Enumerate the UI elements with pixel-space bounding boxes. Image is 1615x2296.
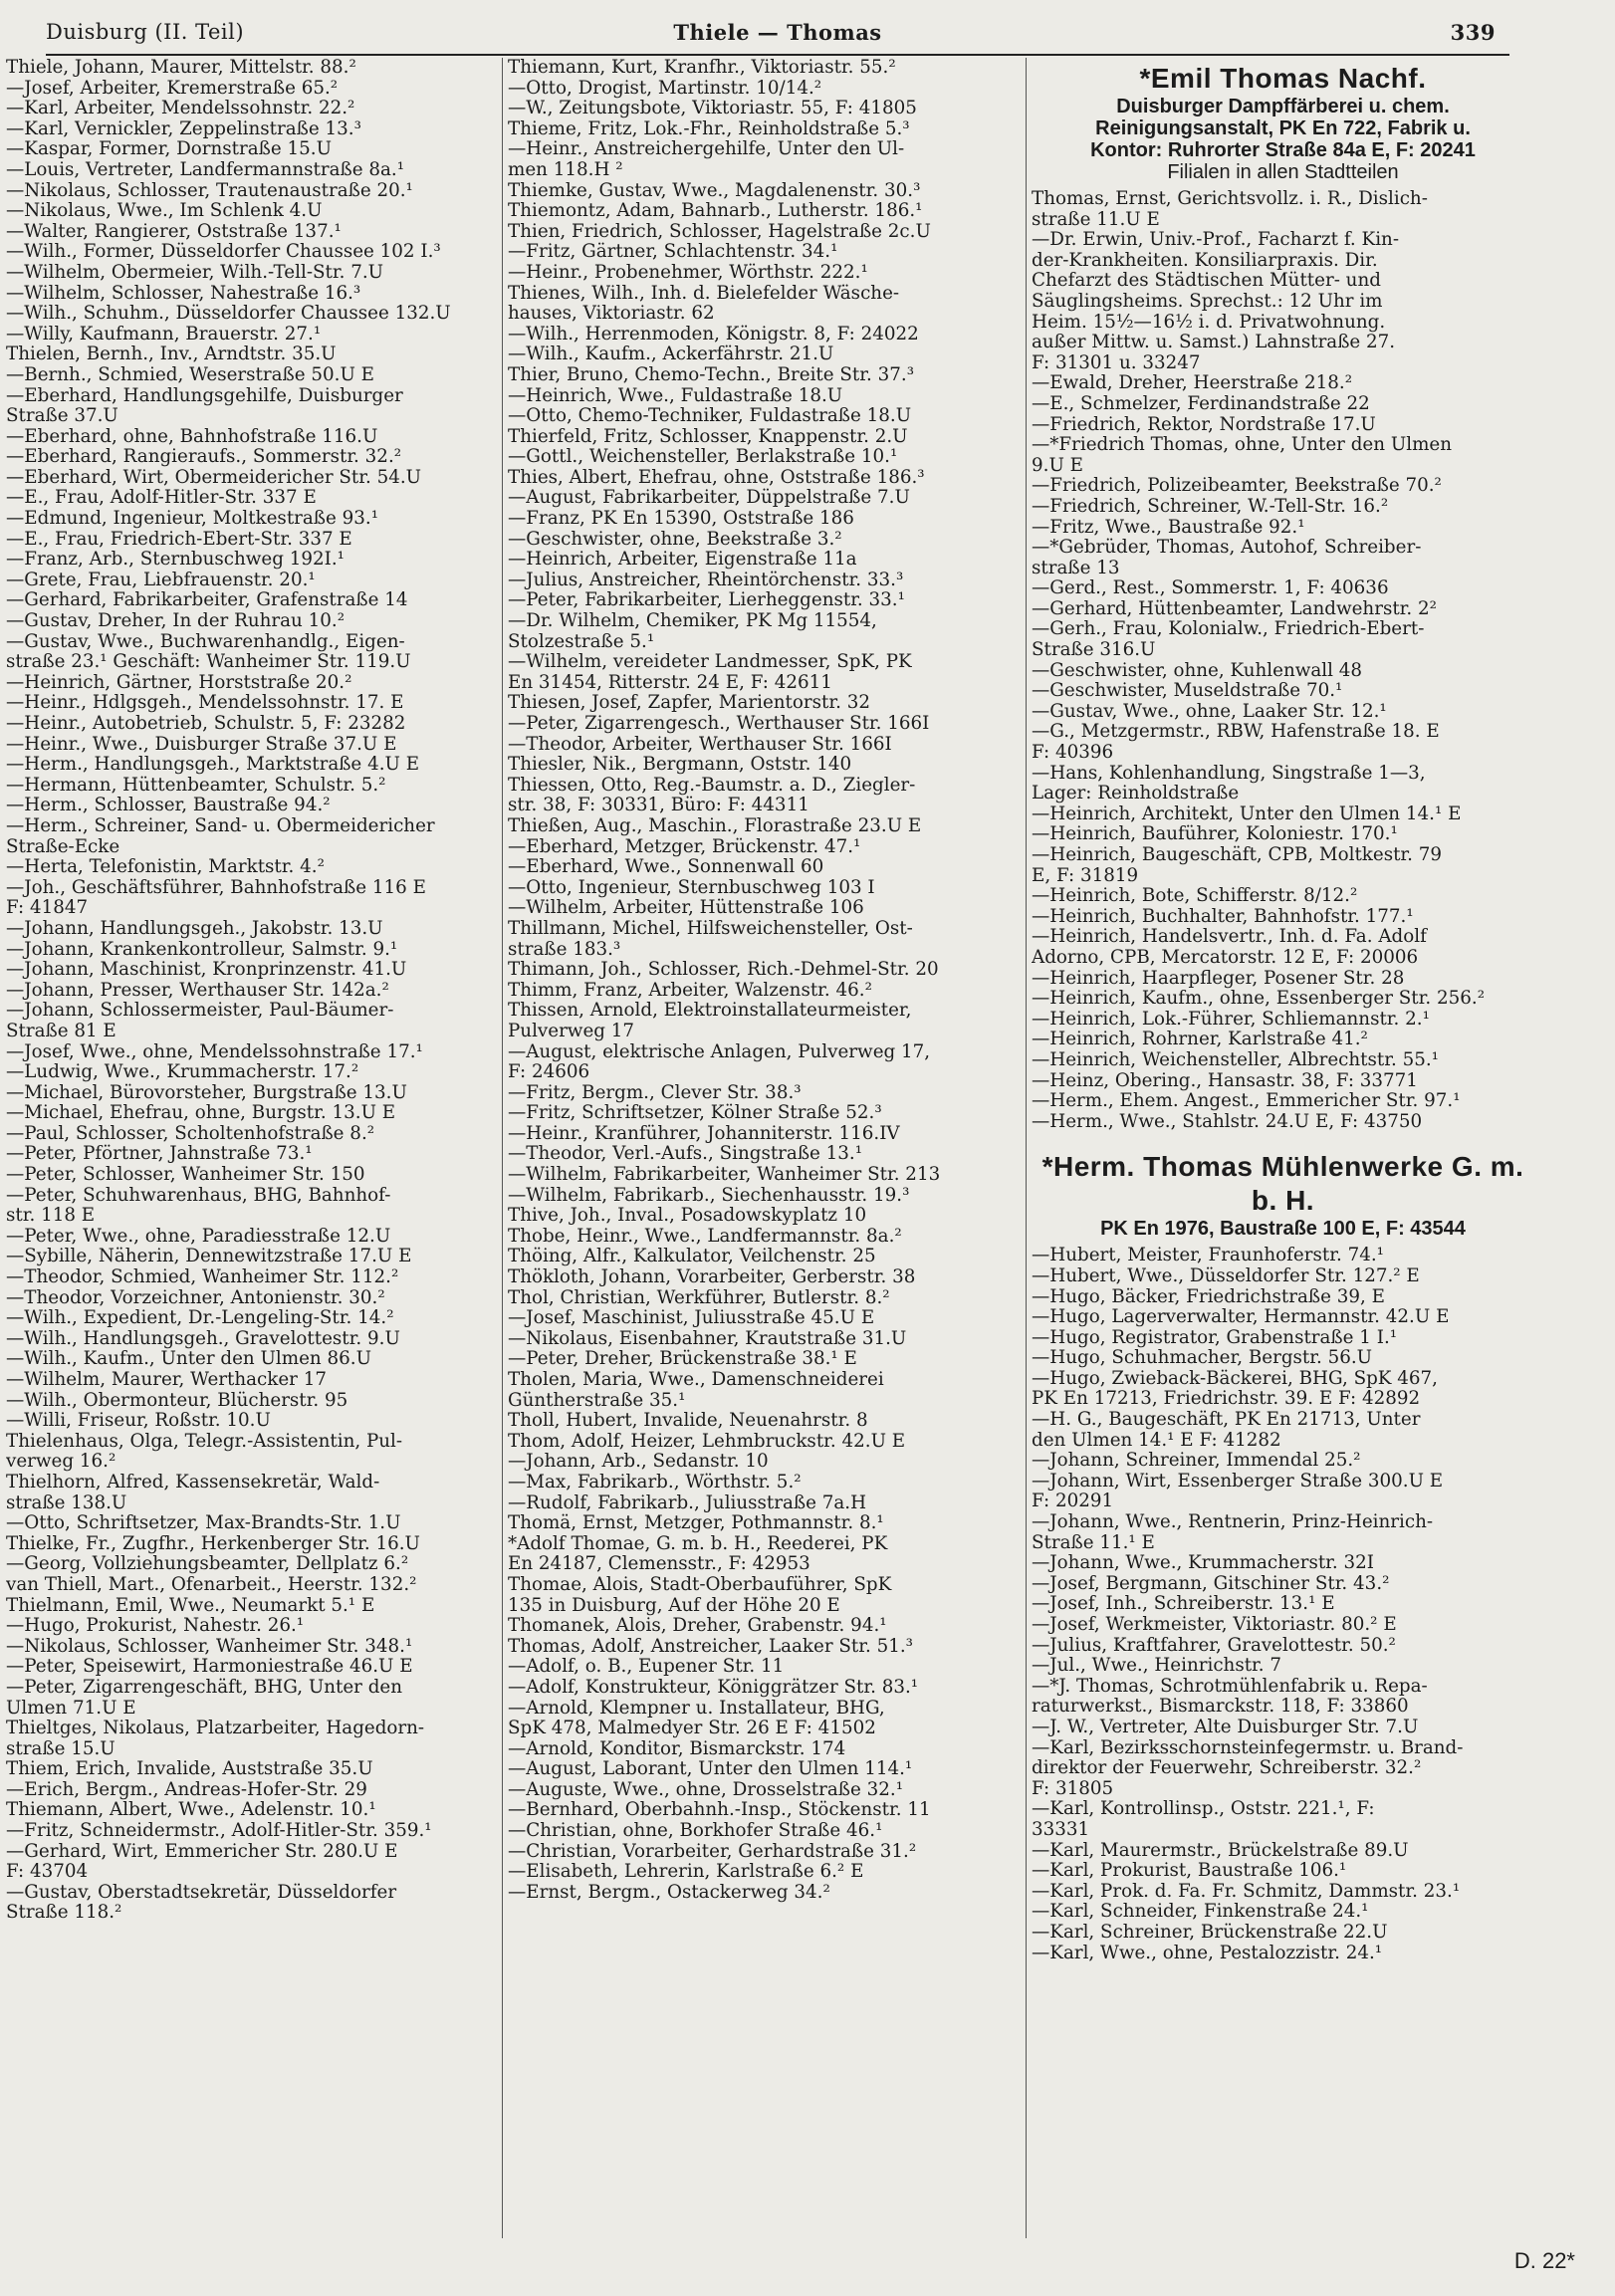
directory-entry: Thiemke, Gustav, Wwe., Magdalenenstr. 30.³ [508,180,921,201]
directory-entry: —Willy, Kaufmann, Brauerstr. 27.¹ [6,324,322,344]
directory-entry: —Gustav, Wwe., Buchwarenhandlg., Eigen- [6,631,405,652]
ad-title: *Herm. Thomas Mühlenwerke G. m. b. H. [1041,1151,1524,1217]
directory-entry: —Jul., Wwe., Heinrichstr. 7 [1032,1656,1282,1677]
directory-entry: Stolzestraße 5.¹ [508,631,655,652]
directory-entry: —Gerhard, Wirt, Emmericher Str. 280.U E [6,1841,398,1862]
directory-entry: —Michael, Bürovorsteher, Burgstraße 13.U [6,1082,407,1103]
directory-entry: —Wilh., Expedient, Dr.-Lengeling-Str. 14.² [6,1308,394,1329]
directory-entry: —Louis, Vertreter, Landfermannstraße 8a.¹ [6,159,405,180]
directory-entry: —Heinrich, Arbeiter, Eigenstraße 11a [508,550,857,571]
directory-entry: —Eberhard, Wwe., Sonnenwall 60 [508,857,824,878]
directory-entry: van Thiell, Mart., Ofenarbeit., Heerstr. 132.² [6,1574,417,1595]
directory-entry: Straße 316.U [1032,640,1156,661]
directory-entry: —Friedrich, Rektor, Nordstraße 17.U [1032,414,1376,435]
directory-entry: Thienes, Wilh., Inh. d. Bielefelder Wäsche- [508,283,900,304]
directory-entry: F: 20291 [1032,1492,1114,1512]
ad-line: Duisburger Dampffärberei u. chem. [1116,96,1450,117]
directory-entry: —Wilhelm, Schlosser, Nahestraße 16.³ [6,283,361,304]
directory-entry: —Franz, PK En 15390, Oststraße 186 [508,509,854,530]
directory-entry: straße 15.U [6,1738,115,1759]
directory-entry: —Wilh., Obermonteur, Blücherstr. 95 [6,1390,348,1411]
directory-entry: —Johann, Wwe., Krummacherstr. 32I [1032,1553,1375,1574]
directory-entry: Thimann, Joh., Schlosser, Rich.-Dehmel-Str. 20 [508,960,939,981]
directory-entry: —Erich, Bergm., Andreas-Hofer-Str. 29 [6,1779,367,1800]
advertisement-herm-thomas [1032,1150,1534,1240]
directory-entry: —Fritz, Wwe., Baustraße 92.¹ [1032,517,1305,538]
directory-entry: —Heinrich, Weichensteller, Albrechtstr. 55.¹ [1032,1049,1440,1070]
directory-entry: —Karl, Vernickler, Zeppelinstraße 13.³ [6,118,361,139]
directory-entry: —Gerh., Frau, Kolonialw., Friedrich-Ebert- [1032,619,1425,640]
column-3-entries-a [1032,189,1534,1132]
directory-entry: Thol, Christian, Werkführer, Butlerstr. 8.² [508,1287,890,1308]
directory-entry: —Paul, Schlosser, Scholtenhofstraße 8.² [6,1123,375,1144]
directory-entry: Thies, Albert, Ehefrau, ohne, Oststraße 186.³ [508,467,925,488]
directory-entry: —August, Fabrikarbeiter, Düppelstraße 7.U [508,488,910,509]
column-divider [1026,58,1027,2238]
directory-entry: —Otto, Ingenieur, Sternbuschweg 103 I [508,877,875,898]
directory-entry: —Max, Fabrikarb., Wörthstr. 5.² [508,1472,802,1492]
directory-entry: —Theodor, Arbeiter, Werthauser Str. 166I [508,734,892,755]
directory-entry: —J. W., Vertreter, Alte Duisburger Str. 7.U [1032,1717,1419,1737]
directory-entry: Chefarzt des Städtischen Mütter- und [1032,271,1381,292]
directory-entry: —Wilh., Handlungsgeh., Gravelottestr. 9.U [6,1328,400,1349]
directory-entry: —Josef, Werkmeister, Viktoriastr. 80.² E [1032,1615,1397,1635]
directory-entry: —Hugo, Lagerverwalter, Hermannstr. 42.U E [1032,1307,1450,1328]
directory-entry: —Heinr., Probenehmer, Wörthstr. 222.¹ [508,262,868,283]
directory-entry: der-Krankheiten. Konsiliarpraxis. Dir. [1032,250,1378,271]
directory-entry: —Karl, Wwe., ohne, Pestalozzistr. 24.¹ [1032,1943,1383,1963]
directory-entry: —Hugo, Registrator, Grabenstraße 1 I.¹ [1032,1327,1398,1348]
directory-entry: —Herm., Wwe., Stahlstr. 24.U E, F: 43750 [1032,1111,1423,1132]
directory-entry: —Nikolaus, Wwe., Im Schlenk 4.U [6,201,323,222]
directory-entry: Thomas, Adolf, Anstreicher, Laaker Str. 51.³ [508,1636,914,1657]
directory-entry: Thielen, Bernh., Inv., Arndtstr. 35.U [6,344,337,365]
directory-entry: —Peter, Zigarrengeschäft, BHG, Unter den [6,1677,403,1698]
directory-entry: —Johann, Wirt, Essenberger Straße 300.U E [1032,1471,1444,1492]
directory-entry: —Peter, Schuhwarenhaus, BHG, Bahnhof- [6,1185,391,1206]
directory-entry: —Heinrich, Bauführer, Koloniestr. 170.¹ [1032,824,1398,845]
directory-entry: —Julius, Kraftfahrer, Gravelottestr. 50.² [1032,1635,1396,1656]
directory-entry: F: 40396 [1032,743,1114,764]
directory-entry: —Johann, Wwe., Rentnerin, Prinz-Heinrich- [1032,1512,1434,1533]
directory-entry: —Wilh., Kaufm., Unter den Ulmen 86.U [6,1349,371,1370]
directory-entry: —Friedrich, Schreiner, W.-Tell-Str. 16.² [1032,496,1389,517]
directory-entry: —Willi, Friseur, Roßstr. 10.U [6,1411,271,1432]
directory-entry: Thielenhaus, Olga, Telegr.-Assistentin, Pul- [6,1431,403,1452]
directory-entry: —Johann, Maschinist, Kronprinzenstr. 41.U [6,960,407,981]
directory-entry: —Gerhard, Fabrikarbeiter, Grafenstraße 14 [6,590,408,611]
directory-entry: —Heinrich, Rohrner, Karlstraße 41.² [1032,1030,1368,1050]
directory-entry: —Josef, Arbeiter, Kremerstraße 65.² [6,78,339,99]
directory-entry: —G., Metzgermstr., RBW, Hafenstraße 18. E [1032,722,1440,743]
directory-entry: Thiemann, Kurt, Kranfhr., Viktoriastr. 55.² [508,58,896,78]
directory-entry: —Josef, Maschinist, Juliusstraße 45.U E [508,1308,875,1329]
directory-entry: —Elisabeth, Lehrerin, Karlstraße 6.² E [508,1862,864,1883]
directory-entry: —Ewald, Dreher, Heerstraße 218.² [1032,373,1353,394]
directory-entry: —Herm., Schlosser, Baustraße 94.² [6,796,331,816]
directory-entry: —*Gebrüder, Thomas, Autohof, Schreiber- [1032,538,1422,559]
directory-entry: —Adolf, Konstrukteur, Königgrätzer Str. 83.¹ [508,1677,919,1698]
directory-entry: —Theodor, Vorzeichner, Antonienstr. 30.² [6,1287,385,1308]
directory-entry: —Hubert, Wwe., Düsseldorfer Str. 127.² E [1032,1265,1420,1286]
directory-entry: —Eberhard, Wirt, Obermeidericher Str. 54.U [6,467,422,488]
directory-entry: —Gottl., Weichensteller, Berlakstraße 10.¹ [508,447,898,468]
directory-entry: —Georg, Vollziehungsbeamter, Dellplatz 6.² [6,1554,409,1575]
directory-entry: —Wilhelm, Fabrikarbeiter, Wanheimer Str. 213 [508,1165,941,1186]
directory-entry: —Heinrich, Bote, Schifferstr. 8/12.² [1032,886,1358,907]
directory-entry: —Karl, Prok. d. Fa. Fr. Schmitz, Dammstr. 23.¹ [1032,1881,1461,1902]
directory-entry: —Nikolaus, Eisenbahner, Krautstraße 31.U [508,1328,907,1349]
directory-entry: —Franz, Arb., Sternbuschweg 192I.¹ [6,550,346,571]
directory-entry: —Adolf, o. B., Eupener Str. 11 [508,1657,785,1678]
directory-entry: F: 41847 [6,898,89,919]
directory-entry: Thielhorn, Alfred, Kassensekretär, Wald- [6,1472,380,1492]
directory-entry: —Hans, Kohlenhandlung, Singstraße 1—3, [1032,763,1426,784]
directory-entry: —Karl, Prokurist, Baustraße 106.¹ [1032,1861,1347,1882]
directory-entry: —Peter, Dreher, Brückenstraße 38.¹ E [508,1349,857,1370]
directory-entry: —*Friedrich Thomas, ohne, Unter den Ulmen [1032,435,1453,456]
directory-entry: F: 31301 u. 33247 [1032,352,1201,373]
directory-entry: Thobe, Heinr., Wwe., Landfermannstr. 8a.² [508,1226,902,1247]
directory-entry: SpK 478, Malmedyer Str. 26 E F: 41502 [508,1719,876,1739]
directory-entry: —E., Frau, Adolf-Hitler-Str. 337 E [6,488,317,509]
column-2 [508,58,1001,2248]
directory-entry: —Peter, Zigarrengesch., Werthauser Str. 166I [508,714,930,734]
header-city: Duisburg (II. Teil) [46,20,245,44]
directory-entry: —Herm., Ehem. Angest., Emmericher Str. 97.¹ [1032,1091,1461,1112]
directory-entry: straße 13 [1032,558,1120,578]
directory-entry: PK En 17213, Friedrichstr. 39. E F: 42892 [1032,1389,1421,1410]
directory-entry: Thierfeld, Fritz, Schlosser, Knappenstr. 2.U [508,426,908,447]
directory-entry: —Julius, Anstreicher, Rheintörchenstr. 33.³ [508,570,904,590]
directory-entry: —Heinr., Autobetrieb, Schulstr. 5, F: 23282 [6,714,406,734]
directory-entry: —Heinrich, Handelsvertr., Inh. d. Fa. Adolf [1032,927,1427,948]
ad-title: *Emil Thomas Nachf. [1139,63,1427,94]
ad-line: PK En 1976, Baustraße 100 E, F: 43544 [1100,1218,1466,1241]
directory-entry: —Kaspar, Former, Dornstraße 15.U [6,139,332,160]
directory-entry: Thier, Bruno, Chemo-Techn., Breite Str. 37.³ [508,364,915,385]
directory-entry: —Heinrich, Buchhalter, Bahnhofstr. 177.¹ [1032,906,1414,927]
directory-entry: —Josef, Wwe., ohne, Mendelssohnstraße 17.¹ [6,1041,423,1062]
directory-entry: 9.U E [1032,455,1084,476]
directory-entry: Thissen, Arnold, Elektroinstallateurmeister, [508,1001,912,1022]
directory-entry: Thomä, Ernst, Metzger, Pothmannstr. 8.¹ [508,1513,884,1534]
directory-entry: —Josef, Bergmann, Gitschiner Str. 43.² [1032,1573,1390,1594]
directory-entry: —Nikolaus, Schlosser, Trautenaustraße 20.¹ [6,180,413,201]
column-divider [502,58,503,2238]
directory-entry: —Otto, Schriftsetzer, Max-Brandts-Str. 1.U [6,1513,401,1534]
directory-entry: Thomae, Alois, Stadt-Oberbauführer, SpK [508,1574,892,1595]
directory-entry: —Peter, Wwe., ohne, Paradiesstraße 12.U [6,1226,391,1247]
directory-entry: —Auguste, Wwe., ohne, Drosselstraße 32.¹ [508,1779,904,1800]
directory-entry: Thieme, Fritz, Lok.-Fhr., Reinholdstraße 5.³ [508,118,910,139]
directory-entry: —*J. Thomas, Schrotmühlenfabrik u. Repa- [1032,1676,1428,1697]
directory-entry: 135 in Duisburg, Auf der Höhe 20 E [508,1595,840,1616]
directory-entry: —Eberhard, Metzger, Brückenstr. 47.¹ [508,836,861,857]
directory-entry: —Joh., Geschäftsführer, Bahnhofstraße 116 E [6,877,426,898]
directory-entry: Thießen, Aug., Maschin., Florastraße 23.U E [508,815,922,836]
directory-entry: —Karl, Kontrollinsp., Oststr. 221.¹, F: [1032,1799,1375,1820]
directory-entry: —Hugo, Schuhmacher, Bergstr. 56.U [1032,1348,1373,1369]
ad-line: Filialen in allen Stadtteilen [1167,161,1399,183]
directory-entry: raturwerkst., Bismarckstr. 118, F: 33860 [1032,1697,1409,1718]
directory-entry: —Christian, ohne, Borkhofer Straße 46.¹ [508,1821,883,1842]
directory-entry: —Heinz, Obering., Hansastr. 38, F: 33771 [1032,1070,1418,1091]
directory-entry: hauses, Viktoriastr. 62 [508,304,715,325]
directory-entry: —Fritz, Schneidermstr., Adolf-Hitler-Str. 359.¹ [6,1821,432,1842]
directory-entry: Ulmen 71.U E [6,1698,136,1719]
directory-entry: En 24187, Clemensstr., F: 42953 [508,1554,810,1575]
directory-entry: F: 43704 [6,1862,89,1883]
directory-entry: —Herm., Schreiner, Sand- u. Obermeidericher [6,815,435,836]
directory-entry: men 118.H ² [508,159,623,180]
directory-entry: verweg 16.² [6,1452,116,1473]
directory-entry: direktor der Feuerwehr, Schreiberstr. 32.² [1032,1758,1422,1779]
directory-entry: —Nikolaus, Schlosser, Wanheimer Str. 348.¹ [6,1636,413,1657]
directory-entry: —Karl, Arbeiter, Mendelssohnstr. 22.² [6,99,355,119]
directory-entry: straße 183.³ [508,939,621,960]
directory-entry: Thomas, Ernst, Gerichtsvollz. i. R., Dislich- [1032,189,1428,209]
directory-entry: —Heinrich, Kaufm., ohne, Essenberger Str. 256.² [1032,989,1486,1010]
directory-entry: F: 31805 [1032,1778,1114,1799]
directory-entry: —Gustav, Oberstadtsekretär, Düsseldorfer [6,1882,397,1903]
directory-entry: —Wilhelm, Obermeier, Wilh.-Tell-Str. 7.U [6,262,384,283]
directory-entry: Thielke, Fr., Zugfhr., Herkenberger Str. 16.U [6,1533,420,1554]
directory-entry: —Wilh., Former, Düsseldorfer Chaussee 102 I.³ [6,242,441,263]
directory-entry: —Hugo, Bäcker, Friedrichstraße 39, E [1032,1286,1385,1307]
directory-entry: —Wilhelm, Maurer, Werthacker 17 [6,1370,327,1390]
directory-entry: Güntherstraße 35.¹ [508,1390,686,1411]
directory-entry: —Gustav, Dreher, In der Ruhrau 10.² [6,611,346,632]
directory-entry: str. 118 E [6,1206,96,1227]
directory-entry: —Ernst, Bergm., Ostackerweg 34.² [508,1882,830,1903]
directory-entry: Thimm, Franz, Arbeiter, Walzenstr. 46.² [508,980,872,1001]
directory-entry: —Karl, Maurermstr., Brückelstraße 89.U [1032,1840,1409,1861]
directory-entry: Thillmann, Michel, Hilfsweichensteller, Ost- [508,918,913,939]
directory-entry: —Wilh., Herrenmoden, Königstr. 8, F: 24022 [508,324,919,344]
directory-entry: Thom, Adolf, Heizer, Lehmbruckstr. 42.U E [508,1431,906,1452]
directory-entry: —Dr. Wilhelm, Chemiker, PK Mg 11554, [508,611,877,632]
directory-entry: Thiele, Johann, Maurer, Mittelstr. 88.² [6,58,356,78]
column-3-entries-b [1032,1246,1534,1963]
directory-entry: —Dr. Erwin, Univ.-Prof., Facharzt f. Kin- [1032,230,1400,251]
directory-entry: —Karl, Bezirksschornsteinfegermstr. u. Brand- [1032,1737,1464,1758]
directory-entry: Thiesen, Josef, Zapfer, Marientorstr. 32 [508,693,870,714]
directory-entry: —Fritz, Schriftsetzer, Kölner Straße 52.³ [508,1103,882,1124]
directory-entry: straße 11.U E [1032,209,1160,230]
directory-entry: —Arnold, Konditor, Bismarckstr. 174 [508,1738,846,1759]
directory-entry: Thökloth, Johann, Vorarbeiter, Gerberstr. 38 [508,1267,916,1288]
directory-entry: —Otto, Chemo-Techniker, Fuldastraße 18.U [508,406,912,427]
directory-entry: —Eberhard, Handlungsgehilfe, Duisburger [6,385,403,406]
directory-entry: —Johann, Krankenkontrolleur, Salmstr. 9.¹ [6,939,398,960]
directory-entry: —Ludwig, Wwe., Krummacherstr. 17.² [6,1062,359,1083]
directory-entry: —Walter, Rangierer, Oststraße 137.¹ [6,221,342,242]
directory-entry: —Hugo, Prokurist, Nahestr. 26.¹ [6,1616,305,1637]
ad-line: Reinigungsanstalt, PK En 722, Fabrik u. [1095,117,1471,139]
directory-entry: —Arnold, Klempner u. Installateur, BHG, [508,1698,885,1719]
directory-entry: —Heinrich, Haarpfleger, Posener Str. 28 [1032,968,1405,989]
directory-entry: Adorno, CPB, Mercatorstr. 12 E, F: 20006 [1032,947,1419,968]
directory-entry: —Edmund, Ingenieur, Moltkestraße 93.¹ [6,509,379,530]
ad-line: Kontor: Ruhrorter Straße 84a E, F: 20241 [1090,139,1476,161]
directory-entry: —Herm., Handlungsgeh., Marktstraße 4.U E [6,755,420,776]
directory-entry: Heim. 15½—16½ i. d. Privatwohnung. [1032,312,1386,333]
directory-entry: Thieltges, Nikolaus, Platzarbeiter, Hagedorn- [6,1719,425,1739]
directory-entry: den Ulmen 14.¹ E F: 41282 [1032,1430,1281,1451]
directory-entry: Thöing, Alfr., Kalkulator, Veilchenstr. 25 [508,1247,876,1267]
directory-entry: —Johann, Schlossermeister, Paul-Bäumer- [6,1001,394,1022]
directory-entry: Thien, Friedrich, Schlosser, Hagelstraße 2c.U [508,221,931,242]
directory-entry: —Johann, Arb., Sedanstr. 10 [508,1452,769,1473]
directory-entry: —Johann, Presser, Werthauser Str. 142a.² [6,980,389,1001]
directory-entry: Thiemontz, Adam, Bahnarb., Lutherstr. 186.¹ [508,201,923,222]
directory-entry: —Geschwister, Museldstraße 70.¹ [1032,681,1343,702]
directory-entry: —Karl, Schreiner, Brückenstraße 22.U [1032,1922,1388,1943]
directory-entry: —E., Schmelzer, Ferdinandstraße 22 [1032,393,1370,414]
directory-entry: —Rudolf, Fabrikarb., Juliusstraße 7a.H [508,1492,867,1513]
directory-entry: —Fritz, Bergm., Clever Str. 38.³ [508,1082,802,1103]
advertisement-emil-thomas [1032,62,1534,183]
directory-entry: —Wilhelm, vereideter Landmesser, SpK, PK [508,652,912,673]
directory-entry: —Wilh., Schuhm., Düsseldorfer Chaussee 132.U [6,304,451,325]
directory-entry: —Theodor, Verl.-Aufs., Singstraße 13.¹ [508,1144,863,1165]
directory-entry: 33331 [1032,1819,1090,1840]
directory-entry: —Otto, Drogist, Martinstr. 10/14.² [508,78,822,99]
directory-entry: —Peter, Pförtner, Jahnstraße 73.¹ [6,1144,313,1165]
directory-entry: Straße 118.² [6,1903,122,1924]
directory-entry: —Johann, Handlungsgeh., Jakobstr. 13.U [6,918,383,939]
directory-entry: —Eberhard, ohne, Bahnhofstraße 116.U [6,426,378,447]
directory-entry: —Gustav, Wwe., ohne, Laaker Str. 12.¹ [1032,701,1387,722]
directory-entry: —H. G., Baugeschäft, PK En 21713, Unter [1032,1410,1421,1431]
directory-entry: —Bernh., Schmied, Weserstraße 50.U E [6,364,375,385]
directory-entry: —E., Frau, Friedrich-Ebert-Str. 337 E [6,529,352,550]
directory-entry: Straße 11.¹ E [1032,1532,1155,1553]
directory-entry: —Sybille, Näherin, Dennewitzstraße 17.U E [6,1247,412,1267]
directory-entry: E, F: 31819 [1032,865,1139,886]
directory-entry: straße 23.¹ Geschäft: Wanheimer Str. 119.U [6,652,411,673]
directory-entry: —Heinrich, Baugeschäft, CPB, Moltkestr. 79 [1032,845,1443,865]
directory-entry: Thiem, Erich, Invalide, Auststraße 35.U [6,1759,373,1780]
directory-entry: außer Mittw. u. Samst.) Lahnstraße 27. [1032,333,1396,353]
directory-entry: Thiemann, Albert, Wwe., Adelenstr. 10.¹ [6,1800,376,1821]
page-number: 339 [1450,20,1496,45]
directory-entry: Straße-Ecke [6,836,120,857]
directory-entry: —Heinrich, Architekt, Unter den Ulmen 14.¹ E [1032,804,1462,824]
directory-entry: —Wilhelm, Arbeiter, Hüttenstraße 106 [508,898,864,919]
directory-entry: —Heinr., Hdlgsgeh., Mendelssohnstr. 17. E [6,693,404,714]
directory-entry: —Christian, Vorarbeiter, Gerhardstraße 31.² [508,1841,917,1862]
directory-entry: —Herta, Telefonistin, Marktstr. 4.² [6,857,325,878]
directory-entry: —Friedrich, Polizeibeamter, Beekstraße 70.² [1032,476,1442,497]
directory-entry: —Bernhard, Oberbahnh.-Insp., Stöckenstr. 11 [508,1800,931,1821]
directory-entry: —Hubert, Meister, Fraunhoferstr. 74.¹ [1032,1246,1384,1266]
directory-entry: —Heinrich, Gärtner, Horststraße 20.² [6,672,352,693]
directory-entry: —Wilh., Kaufm., Ackerfährstr. 21.U [508,344,834,365]
directory-entry: —Fritz, Gärtner, Schlachtenstr. 34.¹ [508,242,838,263]
directory-entry: —Peter, Schlosser, Wanheimer Str. 150 [6,1165,365,1186]
directory-entry: —Heinrich, Wwe., Fuldastraße 18.U [508,385,843,406]
directory-entry: —Theodor, Schmied, Wanheimer Str. 112.² [6,1267,399,1288]
directory-entry: —Gerhard, Hüttenbeamter, Landwehrstr. 2² [1032,598,1437,619]
directory-entry: —Peter, Speisewirt, Harmoniestraße 46.U E [6,1657,413,1678]
directory-entry: straße 138.U [6,1492,127,1513]
directory-entry: Pulverweg 17 [508,1021,635,1041]
page-footer-code: D. 22* [1513,2248,1575,2273]
directory-entry: —Peter, Fabrikarbeiter, Lierheggenstr. 33.¹ [508,590,905,611]
directory-entry: str. 38, F: 30331, Büro: F: 44311 [508,796,809,816]
directory-entry: —Wilhelm, Fabrikarb., Siechenhausstr. 19.³ [508,1185,910,1206]
directory-entry: Straße 81 E [6,1021,116,1041]
directory-entry: Thive, Joh., Inval., Posadowskyplatz 10 [508,1206,867,1227]
directory-entry: —August, elektrische Anlagen, Pulverweg 17, [508,1041,931,1062]
directory-entry: —Heinrich, Lok.-Führer, Schliemannstr. 2.¹ [1032,1009,1430,1030]
directory-entry: —Geschwister, ohne, Kuhlenwall 48 [1032,660,1363,681]
directory-entry: F: 24606 [508,1062,590,1083]
directory-entry: Thiessen, Otto, Reg.-Baumstr. a. D., Ziegler- [508,775,916,796]
directory-entry: —Geschwister, ohne, Beekstraße 3.² [508,529,842,550]
directory-entry: Säuglingsheims. Sprechst.: 12 Uhr im [1032,291,1383,312]
directory-entry: —Hermann, Hüttenbeamter, Schulstr. 5.² [6,775,386,796]
directory-entry: —Heinr., Wwe., Duisburger Straße 37.U E [6,734,397,755]
directory-entry: —Michael, Ehefrau, ohne, Burgstr. 13.U E [6,1103,396,1124]
directory-entry: —Grete, Frau, Liebfrauenstr. 20.¹ [6,570,316,590]
directory-entry: En 31454, Ritterstr. 24 E, F: 42611 [508,672,832,693]
directory-entry: —Heinr., Anstreichergehilfe, Unter den Ul- [508,139,905,160]
directory-entry: Tholen, Maria, Wwe., Damenschneiderei [508,1370,884,1390]
page-header [46,18,1509,56]
directory-entry: —Johann, Schreiner, Immendal 25.² [1032,1451,1361,1472]
directory-entry: —Heinr., Kranführer, Johanniterstr. 116.IV [508,1123,900,1144]
directory-entry: Thielmann, Emil, Wwe., Neumarkt 5.¹ E [6,1595,375,1616]
header-range: Thiele — Thomas [673,20,882,45]
directory-entry: Straße 37.U [6,406,118,427]
directory-entry: —W., Zeitungsbote, Viktoriastr. 55, F: 41805 [508,99,917,119]
directory-entry: Lager: Reinholdstraße [1032,784,1240,804]
directory-entry: Tholl, Hubert, Invalide, Neuenahrstr. 8 [508,1411,868,1432]
directory-entry: Thiesler, Nik., Bergmann, Oststr. 140 [508,755,852,776]
directory-entry: —Hugo, Zwieback-Bäckerei, BHG, SpK 467, [1032,1368,1438,1389]
directory-entry: Thomanek, Alois, Dreher, Grabenstr. 94.¹ [508,1616,887,1637]
directory-entry: —Gerd., Rest., Sommerstr. 1, F: 40636 [1032,578,1389,599]
directory-entry: —Eberhard, Rangieraufs., Sommerstr. 32.² [6,447,402,468]
directory-entry: —August, Laborant, Unter den Ulmen 114.¹ [508,1759,913,1780]
column-1 [6,58,499,2248]
directory-entry: —Josef, Inh., Schreiberstr. 13.¹ E [1032,1594,1335,1615]
directory-entry: *Adolf Thomae, G. m. b. H., Reederei, PK [508,1533,888,1554]
column-3 [1032,58,1534,2248]
directory-entry: —Karl, Schneider, Finkenstraße 24.¹ [1032,1902,1369,1923]
